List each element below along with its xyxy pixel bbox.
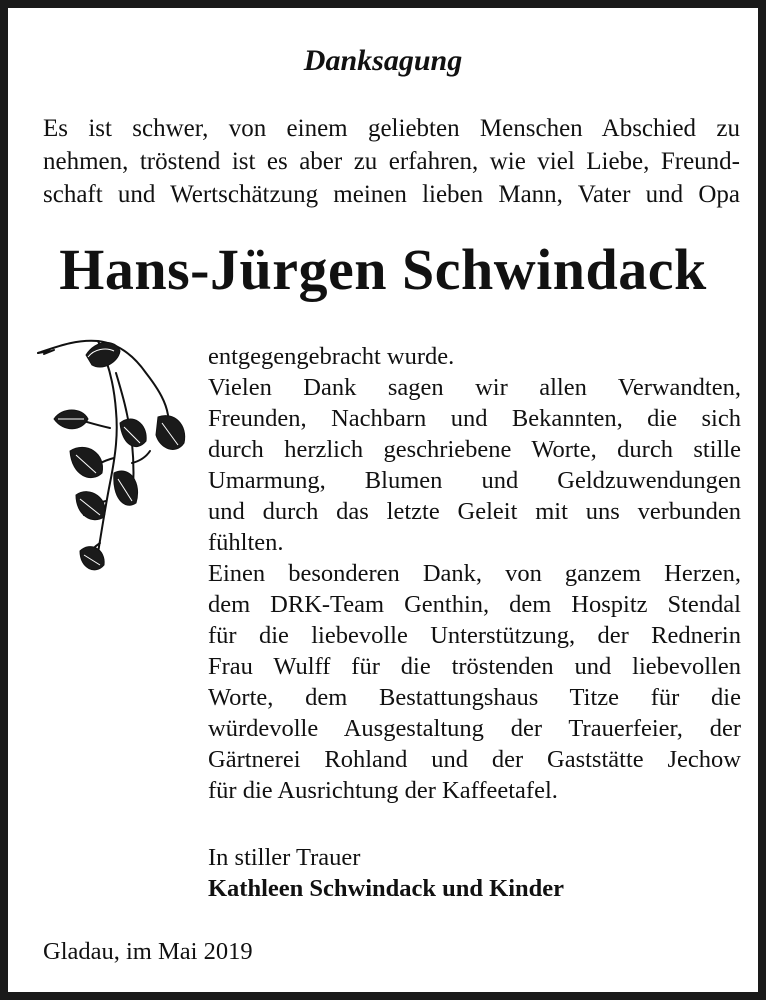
intro-line: Es ist schwer, von einem geliebten Menschen Abschied zu xyxy=(43,115,740,142)
mourning-phrase: In stiller Trauer xyxy=(208,844,361,871)
signers: Kathleen Schwindack und Kinder xyxy=(208,875,565,902)
body-line: Vielen Dank sagen wir allen Verwandten, xyxy=(208,374,741,401)
body-line: Frau Wulff für die tröstenden und liebevollen xyxy=(208,653,741,680)
deceased-name: Hans-Jürgen Schwindack xyxy=(59,237,707,302)
body-line: Umarmung, Blumen und Geldzuwendungen xyxy=(208,467,741,494)
body-line: dem DRK-Team Genthin, dem Hospitz Stendal xyxy=(208,591,741,618)
body-line: entgegengebracht wurde. xyxy=(208,343,455,370)
intro-line: nehmen, tröstend ist es aber zu erfahren, wie viel Liebe, Freund- xyxy=(43,148,740,175)
birch-branch-icon xyxy=(36,333,196,583)
body-line: für die liebevolle Unterstützung, der Rednerin xyxy=(208,622,741,649)
body-line: Worte, dem Bestattungshaus Titze für die xyxy=(208,684,741,711)
place-date: Gladau, im Mai 2019 xyxy=(43,938,253,965)
body-line: würdevolle Ausgestaltung der Trauerfeier, der xyxy=(208,715,741,742)
thanks-paragraph xyxy=(208,341,741,806)
body-line: Freunden, Nachbarn und Bekannten, die sich xyxy=(208,405,741,432)
body-line: Einen besonderen Dank, von ganzem Herzen, xyxy=(208,560,741,587)
body-line: durch herzlich geschriebene Worte, durch stille xyxy=(208,436,741,463)
body-line: Gärtnerei Rohland und der Gaststätte Jechow xyxy=(208,746,741,773)
intro-line: schaft und Wertschätzung meinen lieben Mann, Vater und Opa xyxy=(43,181,740,208)
body-line: fühlten. xyxy=(208,529,284,556)
body-line: für die Ausrichtung der Kaffeetafel. xyxy=(208,777,558,804)
body-line: und durch das letzte Geleit mit uns verbunden xyxy=(208,498,741,525)
notice-title: Danksagung xyxy=(303,44,463,77)
intro-paragraph xyxy=(43,112,740,211)
